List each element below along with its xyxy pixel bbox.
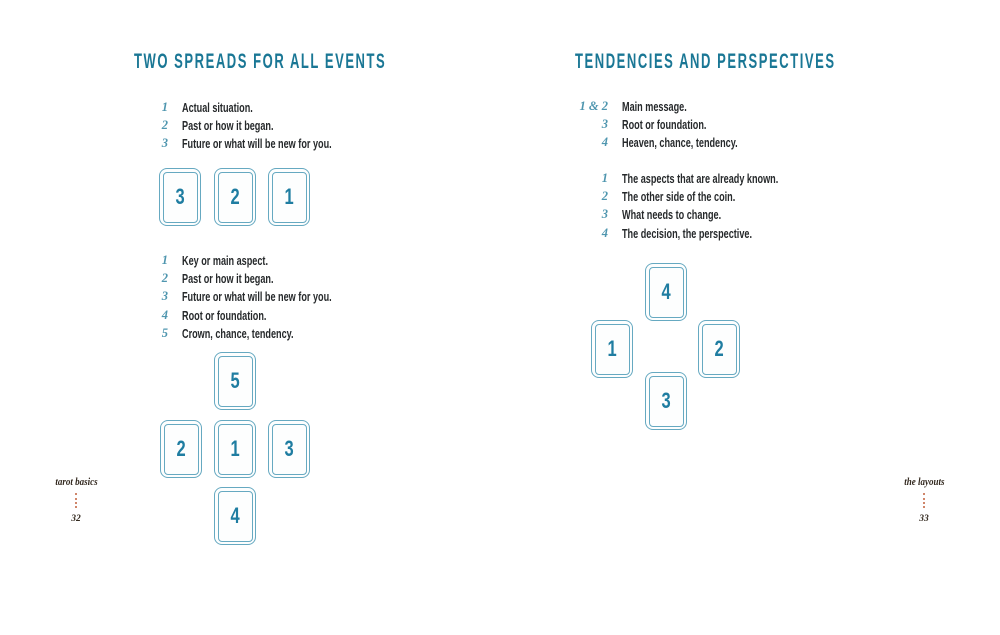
card-inner-border — [218, 424, 253, 475]
tarot-card — [214, 420, 256, 478]
legend-text: Past or how it began. — [182, 270, 274, 286]
legend-text: Root or foundation. — [182, 307, 267, 323]
legend-item — [560, 97, 787, 115]
tarot-card — [160, 420, 202, 478]
legend-number: 3 — [601, 116, 608, 131]
tarot-card — [268, 420, 310, 478]
card-inner-border — [595, 324, 630, 375]
tarot-card — [214, 168, 256, 226]
card-inner-border — [702, 324, 737, 375]
legend-text: What needs to change. — [622, 207, 722, 223]
legend-item — [140, 306, 396, 324]
card-number: 3 — [175, 184, 185, 209]
card-number: 2 — [176, 436, 186, 461]
legend-number: 2 — [601, 188, 608, 203]
legend-number: 3 — [161, 289, 168, 304]
legend-main-positions — [560, 97, 787, 152]
legend-item — [560, 134, 787, 152]
legend-item — [560, 206, 845, 224]
legend-number: 5 — [161, 325, 168, 340]
legend-item — [560, 187, 845, 205]
spread-one-legend — [140, 98, 396, 153]
footer-section-label: the layouts — [903, 477, 945, 488]
card-inner-border — [218, 491, 253, 542]
legend-number: 3 — [161, 136, 168, 151]
legend-number: 1 — [161, 252, 168, 267]
legend-text: The other side of the coin. — [622, 188, 736, 204]
page-title-right: TENDENCIES AND PERSPECTIVES — [575, 50, 836, 73]
card-inner-border — [272, 172, 307, 223]
legend-text: Key or main aspect. — [182, 252, 268, 268]
legend-card-meanings — [560, 169, 845, 242]
card-inner-border — [272, 424, 307, 475]
legend-number: 1 — [161, 99, 168, 114]
card-inner-border — [649, 267, 684, 318]
legend-item — [140, 251, 396, 269]
legend-number: 2 — [161, 270, 168, 285]
card-number: 3 — [661, 388, 671, 413]
page-number: 32 — [71, 513, 81, 524]
card-number: 5 — [230, 368, 240, 393]
legend-number: 4 — [601, 225, 608, 240]
running-footer-right — [884, 477, 964, 524]
page-title-left: TWO SPREADS FOR ALL EVENTS — [134, 50, 387, 73]
footer-section-label: tarot basics — [54, 477, 98, 488]
legend-item — [140, 116, 396, 134]
dotted-rule — [923, 492, 925, 510]
card-number: 2 — [714, 336, 724, 361]
tarot-card — [698, 320, 740, 378]
tarot-card — [645, 263, 687, 321]
legend-text: Root or foundation. — [622, 116, 707, 132]
card-number: 3 — [284, 436, 294, 461]
card-number: 1 — [230, 436, 240, 461]
legend-text: The decision, the perspective. — [622, 225, 752, 241]
legend-text: Future or what will be new for you. — [182, 289, 332, 305]
legend-text: Past or how it began. — [182, 117, 274, 133]
card-number: 1 — [607, 336, 617, 361]
legend-item — [560, 169, 845, 187]
tarot-card — [645, 372, 687, 430]
legend-item — [140, 288, 396, 306]
card-inner-border — [218, 172, 253, 223]
legend-text: Heaven, chance, tendency. — [622, 135, 738, 151]
card-number: 2 — [230, 184, 240, 209]
tarot-card — [214, 352, 256, 410]
spread-two-legend — [140, 251, 396, 342]
running-footer-left — [36, 477, 116, 524]
dotted-rule — [75, 492, 77, 510]
legend-number: 1 & 2 — [579, 98, 608, 113]
legend-text: Future or what will be new for you. — [182, 136, 332, 152]
legend-item — [140, 269, 396, 287]
legend-item — [560, 115, 787, 133]
legend-number: 3 — [601, 207, 608, 222]
legend-text: Main message. — [622, 98, 687, 114]
legend-item — [140, 324, 396, 342]
legend-text: Crown, chance, tendency. — [182, 325, 294, 341]
tarot-card — [214, 487, 256, 545]
card-number: 4 — [230, 503, 240, 528]
card-inner-border — [218, 356, 253, 407]
tarot-card — [159, 168, 201, 226]
legend-item — [140, 98, 396, 116]
card-number: 1 — [284, 184, 294, 209]
card-inner-border — [649, 376, 684, 427]
legend-number: 4 — [601, 135, 608, 150]
tarot-card — [268, 168, 310, 226]
card-inner-border — [163, 172, 198, 223]
tarot-card — [591, 320, 633, 378]
legend-text: Actual situation. — [182, 99, 253, 115]
card-inner-border — [164, 424, 199, 475]
legend-text: The aspects that are already known. — [622, 170, 779, 186]
page-number: 33 — [919, 513, 929, 524]
card-number: 4 — [661, 279, 671, 304]
legend-number: 1 — [601, 170, 608, 185]
legend-item — [140, 135, 396, 153]
legend-number: 4 — [161, 307, 168, 322]
legend-number: 2 — [161, 117, 168, 132]
legend-item — [560, 224, 845, 242]
